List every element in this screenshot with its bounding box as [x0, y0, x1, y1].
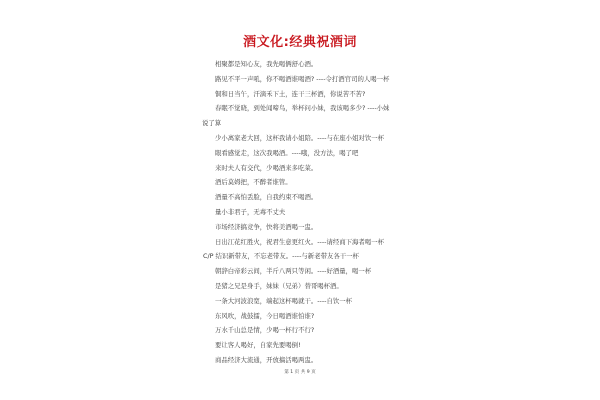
- text-line: 来时夫人有交代，少喝酒来多吃菜。: [215, 163, 318, 172]
- text-line: 量小非君子，无毒不丈夫: [215, 207, 286, 216]
- page-footer: 第 1 页 共 9 页: [284, 370, 316, 375]
- text-line: 路见不平一声吼，你不喝酒谁喝酒? ----令打酒官司的人喝一杯: [215, 74, 390, 83]
- text-line: 朝辞白帝彩云间，半斤八两只等闲。----好酒量，喝一杯: [215, 267, 372, 276]
- text-line: 日出江花红胜火，祝君生意更红火。----请经商下海者喝一杯: [215, 237, 384, 246]
- text-line: 是猪之兄是身手，妹妹（兄弟）替哥喝杯酒。: [215, 281, 343, 290]
- text-line: 商品经济大流通，开放搞活喝两盅。: [215, 355, 318, 364]
- text-line: 酒量不高怕丢脸，自我约束不喝酒。: [215, 193, 318, 202]
- text-line: C/P 结识新带友，不忘老带友。----与新老带友各干一杯: [203, 252, 359, 261]
- text-line: 铜和日当午，汗滴禾下土，连干三杯酒，你说苦不苦?: [215, 89, 366, 98]
- text-line: 说了算: [202, 119, 222, 128]
- text-line: 春眠不觉晓，到处闻啼鸟，举杯问小妹，我该喝多少? ----小妹: [215, 104, 390, 113]
- text-line: 眼看感觉走，这次我喝酒。----哦，没方法，喝了吧: [215, 148, 359, 157]
- text-line: 酒后莫姆把，不醉者谁管。: [215, 178, 292, 187]
- text-line: 市场经济搞竞争，快将美酒喝一盅。: [215, 222, 318, 231]
- document-title: 酒文化:经典祝酒词: [243, 35, 357, 50]
- text-line: 要让客人喝好，自家先要喝倒!: [215, 341, 301, 350]
- text-line: 东风吹，战鼓擂，今日喝酒谁怕谁?: [215, 311, 315, 320]
- text-line: 万水千山总是情，少喝一杯行不行?: [215, 326, 315, 335]
- text-line: 相聚都是知心友，我先喝俩舒心酒。: [215, 60, 318, 68]
- text-line: 一条大河波浪宽，端起这杯喝就干。----自饮一杯: [215, 296, 353, 305]
- document-body: [200, 60, 406, 371]
- text-line: 少小离家老大回，这杯我请小姐陪。----与在座小姐对饮一杯: [215, 133, 384, 142]
